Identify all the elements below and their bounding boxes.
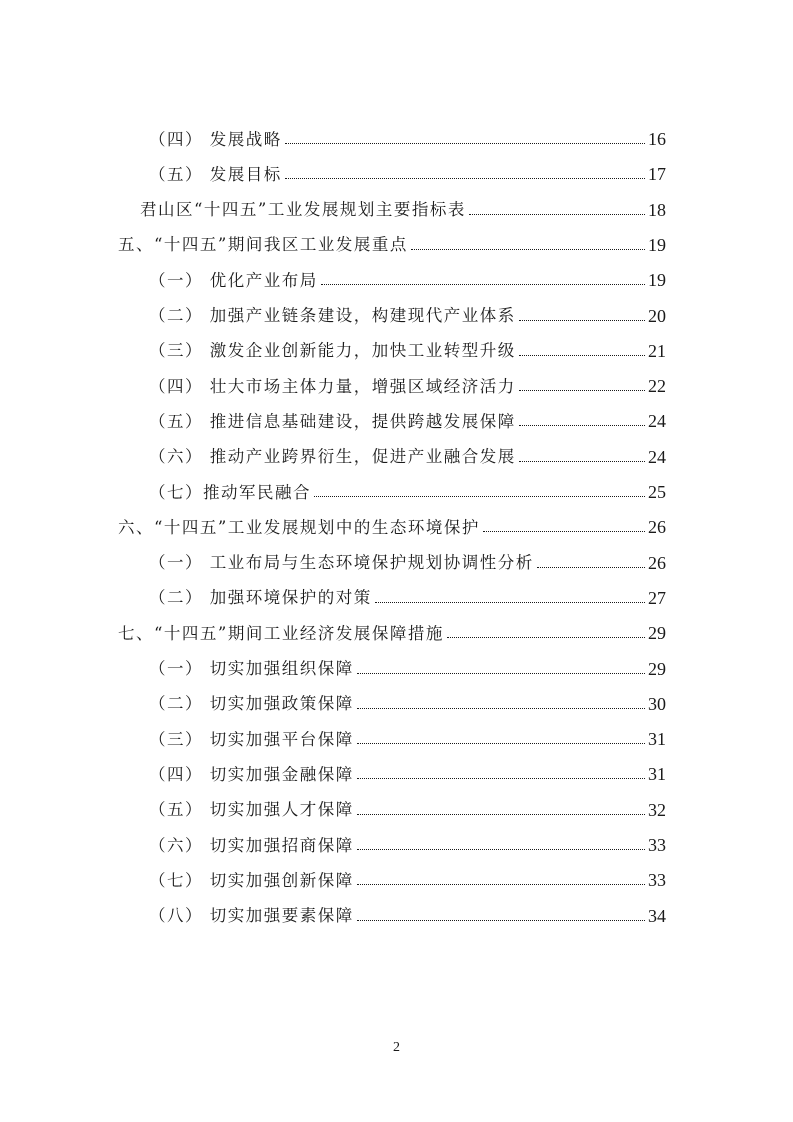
toc-entry[interactable] bbox=[149, 683, 666, 713]
toc-entry-title: （七）推动军民融合 bbox=[149, 482, 311, 502]
toc-entry[interactable] bbox=[118, 506, 666, 536]
toc-leader-dots bbox=[357, 673, 645, 674]
toc-leader-dots bbox=[285, 143, 645, 144]
toc-leader-dots bbox=[519, 320, 645, 321]
toc-entry-page: 29 bbox=[648, 623, 666, 644]
toc-entry-title: （六） 切实加强招商保障 bbox=[149, 835, 354, 855]
toc-leader-dots bbox=[357, 778, 645, 779]
toc-entry[interactable] bbox=[118, 612, 666, 642]
toc-leader-dots bbox=[357, 884, 645, 885]
toc-leader-dots bbox=[519, 355, 645, 356]
toc-leader-dots bbox=[321, 284, 645, 285]
toc-entry-title: （一） 优化产业布局 bbox=[149, 270, 318, 290]
toc-entry-title: （五） 发展目标 bbox=[149, 164, 282, 184]
toc-entry-page: 22 bbox=[648, 376, 666, 397]
toc-entry-title: （六） 推动产业跨界衍生，促进产业融合发展 bbox=[149, 447, 516, 467]
toc-entry-title: （五） 推进信息基础建设，提供跨越发展保障 bbox=[149, 411, 516, 431]
toc-entry-title: （八） 切实加强要素保障 bbox=[149, 906, 354, 926]
toc-entry[interactable] bbox=[149, 295, 666, 325]
toc-entry-title: （二） 加强环境保护的对策 bbox=[149, 588, 372, 608]
toc-entry-title: 五、“十四五”期间我区工业发展重点 bbox=[118, 235, 408, 255]
toc-leader-dots bbox=[357, 814, 645, 815]
toc-entry[interactable] bbox=[149, 259, 666, 289]
toc-entry[interactable] bbox=[149, 824, 666, 854]
toc-leader-dots bbox=[411, 249, 645, 250]
toc-entry-page: 33 bbox=[648, 835, 666, 855]
toc-entry[interactable] bbox=[118, 224, 666, 254]
toc-entry-title: （二） 切实加强政策保障 bbox=[149, 694, 354, 714]
toc-leader-dots bbox=[357, 743, 645, 744]
toc-entry-title: （四） 壮大市场主体力量，增强区域经济活力 bbox=[149, 376, 516, 396]
toc-entry-title: （三） 激发企业创新能力，加快工业转型升级 bbox=[149, 341, 516, 361]
toc-entry[interactable] bbox=[149, 718, 666, 748]
toc-entry-title: （一） 工业布局与生态环境保护规划协调性分析 bbox=[149, 553, 534, 573]
toc-entry[interactable] bbox=[149, 330, 666, 360]
toc-entry-page: 29 bbox=[648, 658, 666, 679]
toc-entry-page: 33 bbox=[648, 870, 666, 891]
toc-entry[interactable] bbox=[140, 189, 666, 219]
toc-entry-title: （七） 切实加强创新保障 bbox=[149, 870, 354, 890]
toc-leader-dots bbox=[314, 496, 645, 497]
toc-entry[interactable] bbox=[149, 577, 666, 607]
toc-entry-page: 31 bbox=[648, 764, 666, 785]
toc-entry[interactable] bbox=[149, 400, 666, 430]
toc-leader-dots bbox=[519, 425, 645, 426]
toc-entry[interactable] bbox=[149, 859, 666, 889]
toc-entry-page: 21 bbox=[648, 340, 666, 361]
toc-leader-dots bbox=[537, 567, 645, 568]
toc-entry[interactable] bbox=[149, 365, 666, 395]
toc-entry-page: 24 bbox=[648, 411, 666, 432]
toc-leader-dots bbox=[357, 920, 645, 921]
toc-entry-page: 25 bbox=[648, 482, 666, 502]
toc-entry-page: 16 bbox=[648, 129, 666, 149]
toc-entry[interactable] bbox=[149, 753, 666, 783]
toc-entry-page: 27 bbox=[648, 587, 666, 608]
toc-entry[interactable] bbox=[149, 542, 666, 572]
toc-entry[interactable] bbox=[149, 118, 666, 148]
toc-entry-page: 26 bbox=[648, 517, 666, 538]
toc-leader-dots bbox=[519, 461, 645, 462]
toc-entry[interactable] bbox=[149, 895, 666, 925]
toc-entry-title: （五） 切实加强人才保障 bbox=[149, 800, 354, 820]
toc-entry-title: 七、“十四五”期间工业经济发展保障措施 bbox=[118, 623, 444, 643]
toc-entry-title: （三） 切实加强平台保障 bbox=[149, 729, 354, 749]
toc-leader-dots bbox=[447, 637, 645, 638]
toc-entry-page: 19 bbox=[648, 270, 666, 291]
toc-entry-page: 26 bbox=[648, 552, 666, 573]
toc-entry[interactable] bbox=[149, 471, 666, 501]
toc-leader-dots bbox=[285, 178, 645, 179]
toc-leader-dots bbox=[357, 708, 645, 709]
toc-entry-page: 20 bbox=[648, 305, 666, 326]
toc-entry[interactable] bbox=[149, 648, 666, 678]
page-number: 2 bbox=[393, 1040, 400, 1055]
toc-leader-dots bbox=[469, 214, 645, 215]
toc-entry[interactable] bbox=[149, 153, 666, 183]
toc-leader-dots bbox=[483, 531, 645, 532]
toc-entry-page: 17 bbox=[648, 164, 666, 185]
toc-entry-title: （一） 切实加强组织保障 bbox=[149, 659, 354, 678]
toc-entry-page: 24 bbox=[648, 446, 666, 467]
toc-entry-title: （四） 发展战略 bbox=[149, 129, 282, 149]
toc-entry-page: 18 bbox=[648, 199, 666, 220]
toc-entry-title: （四） 切实加强金融保障 bbox=[149, 764, 354, 784]
toc-entry[interactable] bbox=[149, 789, 666, 819]
toc-entry-page: 30 bbox=[648, 693, 666, 714]
toc-entry-title: 六、“十四五”工业发展规划中的生态环境保护 bbox=[118, 517, 480, 537]
toc-entry-page: 19 bbox=[648, 234, 666, 255]
toc-entry-page: 31 bbox=[648, 729, 666, 750]
toc-entry-page: 34 bbox=[648, 905, 666, 926]
toc-leader-dots bbox=[375, 602, 645, 603]
toc-leader-dots bbox=[519, 390, 645, 391]
toc-entry[interactable] bbox=[149, 436, 666, 466]
toc-entry-title: （二） 加强产业链条建设，构建现代产业体系 bbox=[149, 306, 516, 325]
toc-entry-page: 32 bbox=[648, 799, 666, 820]
toc-entry-title: 君山区“十四五”工业发展规划主要指标表 bbox=[140, 200, 466, 220]
toc-leader-dots bbox=[357, 849, 645, 850]
